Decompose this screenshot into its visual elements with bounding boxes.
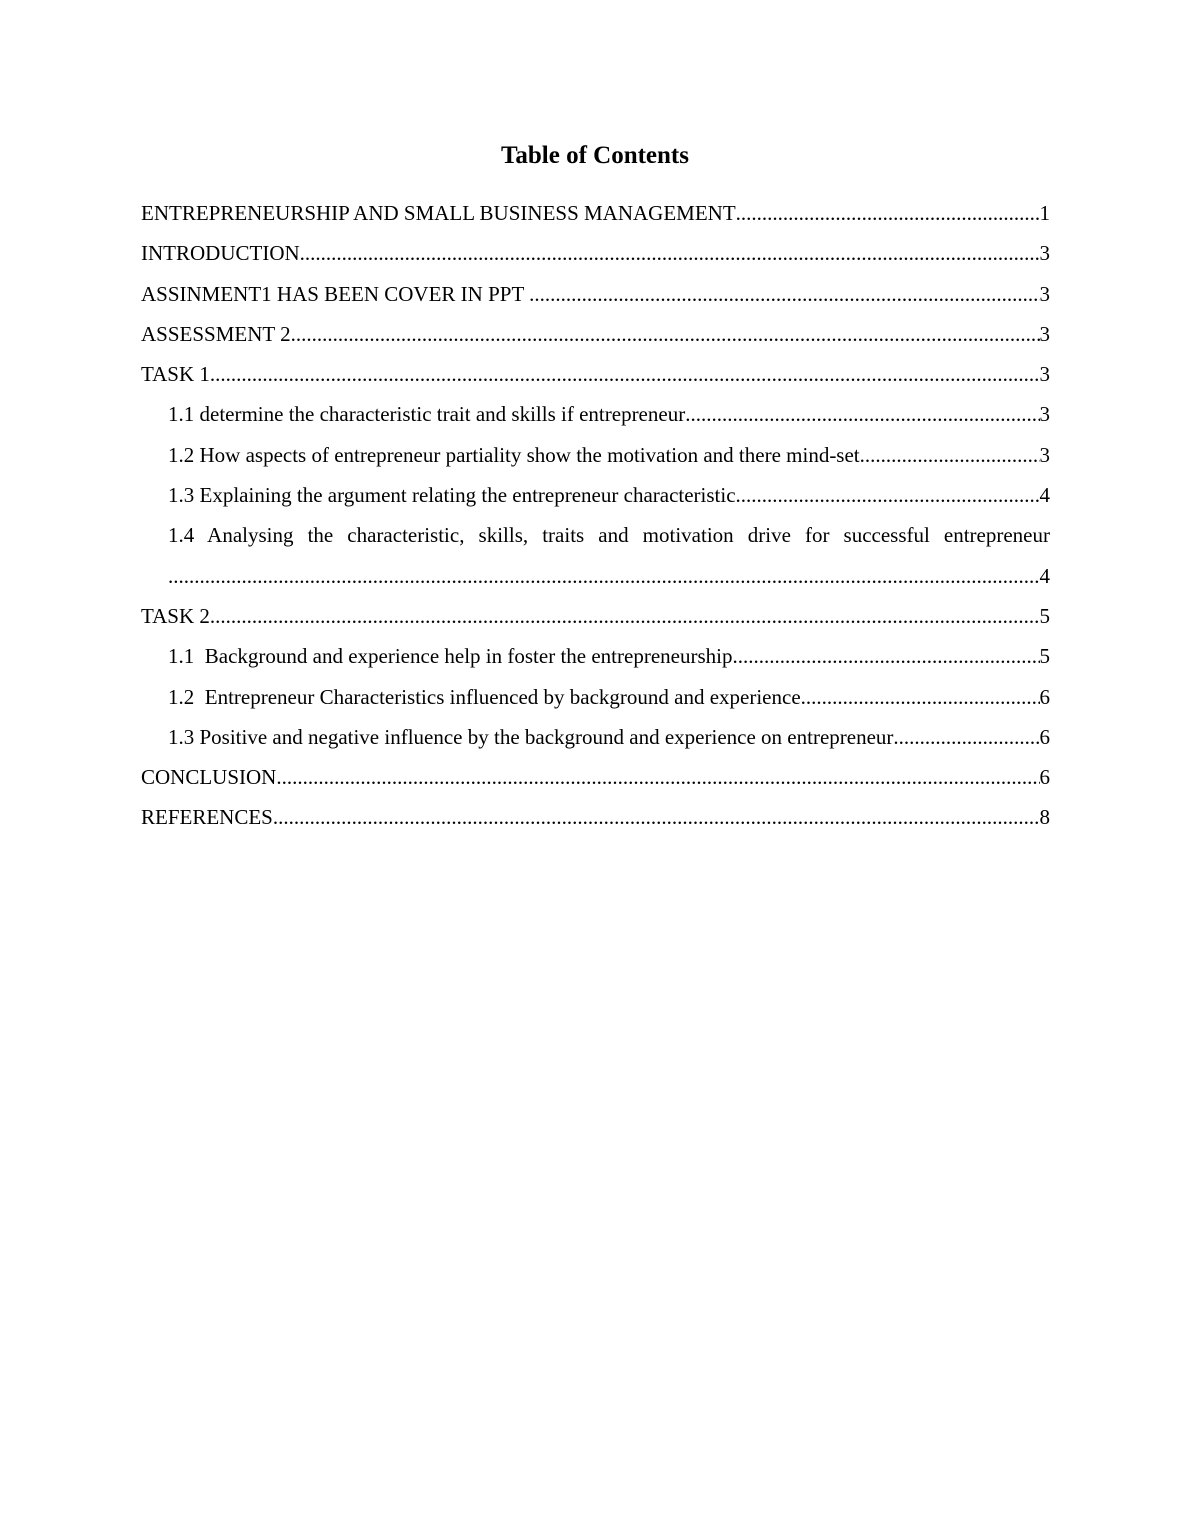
dot-leader bbox=[210, 354, 1040, 394]
toc-link-1-4-analysing[interactable] bbox=[168, 515, 1050, 596]
toc-entry bbox=[141, 596, 1050, 636]
toc-page-number: 4 bbox=[1039, 483, 1050, 508]
dot-leader bbox=[273, 797, 1040, 837]
toc-entry-text: 1.3 Explaining the argument relating the entrepreneur characteristic bbox=[168, 483, 736, 508]
toc-link-entrepreneurship[interactable] bbox=[141, 193, 1050, 233]
toc-link-assessment-2[interactable] bbox=[141, 314, 1050, 354]
toc-entry-text: 1.3 Positive and negative influence by the background and experience on entrepreneur bbox=[168, 724, 894, 749]
toc-link-1-1-characteristic-trait[interactable] bbox=[168, 394, 1050, 434]
dot-leader bbox=[732, 636, 1039, 676]
toc-page-number: 6 bbox=[1039, 724, 1050, 749]
toc-entry-text: 1.1 Background and experience help in foster the entrepreneurship bbox=[168, 644, 733, 669]
toc-page-number: 3 bbox=[1039, 402, 1050, 427]
toc-link-task-2[interactable] bbox=[141, 596, 1050, 636]
toc-entry-text: 1.2 How aspects of entrepreneur partiality show the motivation and there mind-set bbox=[168, 442, 860, 467]
toc-link-conclusion[interactable] bbox=[141, 757, 1050, 797]
dot-leader bbox=[210, 596, 1040, 636]
toc-link-assinment1[interactable] bbox=[141, 274, 1050, 314]
toc-page-number: 3 bbox=[1039, 442, 1050, 467]
toc-list bbox=[141, 193, 1050, 838]
toc-entry bbox=[141, 797, 1050, 837]
toc-entry-text: 1.4 Analysing the characteristic, skills, traits and motivation drive for successful entrepreneur bbox=[168, 523, 1050, 548]
dot-leader bbox=[529, 274, 1039, 314]
toc-title: Table of Contents bbox=[501, 142, 689, 169]
toc-entry-text: CONCLUSION bbox=[141, 765, 277, 790]
toc-entry bbox=[141, 475, 1050, 515]
toc-page-number: 5 bbox=[1039, 603, 1050, 628]
dot-leader bbox=[168, 556, 1040, 596]
toc-entry-text: REFERENCES bbox=[141, 805, 273, 830]
toc-page-number: 8 bbox=[1039, 805, 1050, 830]
toc-entry-text: 1.2 Entrepreneur Characteristics influenced by background and experience bbox=[168, 684, 801, 709]
toc-entry bbox=[141, 636, 1050, 676]
toc-page-number: 3 bbox=[1039, 281, 1050, 306]
dot-leader bbox=[893, 717, 1039, 757]
toc-entry-text: TASK 1 bbox=[141, 362, 210, 387]
toc-entry bbox=[141, 435, 1050, 475]
toc-link-1-3-positive-negative[interactable] bbox=[168, 717, 1050, 757]
dot-leader bbox=[860, 435, 1040, 475]
toc-entry bbox=[141, 717, 1050, 757]
toc-entry-text: TASK 2 bbox=[141, 603, 210, 628]
dot-leader bbox=[300, 233, 1040, 273]
toc-entry-text: ASSINMENT1 HAS BEEN COVER IN PPT bbox=[141, 281, 530, 306]
toc-entry bbox=[141, 394, 1050, 434]
toc-link-1-1-background-experience[interactable] bbox=[168, 636, 1050, 676]
dot-leader bbox=[291, 314, 1040, 354]
toc-entry bbox=[141, 193, 1050, 233]
toc-entry bbox=[141, 757, 1050, 797]
toc-page-number: 3 bbox=[1039, 321, 1050, 346]
toc-link-1-2-aspects-partiality[interactable] bbox=[168, 435, 1050, 475]
toc-page-number: 4 bbox=[1039, 563, 1050, 588]
toc-page-number: 6 bbox=[1039, 765, 1050, 790]
toc-entry bbox=[141, 677, 1050, 717]
toc-page-number: 3 bbox=[1039, 241, 1050, 266]
dot-leader bbox=[736, 193, 1040, 233]
toc-link-references[interactable] bbox=[141, 797, 1050, 837]
dot-leader bbox=[801, 677, 1040, 717]
toc-entry-text: INTRODUCTION bbox=[141, 241, 300, 266]
toc-page-number: 6 bbox=[1039, 684, 1050, 709]
toc-link-introduction[interactable] bbox=[141, 233, 1050, 273]
toc-entry-text: ENTREPRENEURSHIP AND SMALL BUSINESS MANAGEMENT bbox=[141, 201, 736, 225]
dot-leader bbox=[736, 475, 1040, 515]
toc-entry bbox=[141, 314, 1050, 354]
toc-link-1-3-explaining-argument[interactable] bbox=[168, 475, 1050, 515]
toc-page-number: 5 bbox=[1039, 644, 1050, 669]
toc-link-1-2-characteristics-influenced[interactable] bbox=[168, 677, 1050, 717]
toc-link-task-1[interactable] bbox=[141, 354, 1050, 394]
toc-entry-continuation bbox=[168, 556, 1050, 596]
toc-entry bbox=[141, 354, 1050, 394]
toc-entry bbox=[141, 515, 1050, 596]
toc-page-number: 1 bbox=[1039, 201, 1050, 225]
toc-entry-text: ASSESSMENT 2 bbox=[141, 321, 291, 346]
toc-entry bbox=[141, 233, 1050, 273]
toc-entry bbox=[141, 274, 1050, 314]
dot-leader bbox=[276, 757, 1039, 797]
toc-entry-text: 1.1 determine the characteristic trait and skills if entrepreneur bbox=[168, 402, 686, 427]
toc-page-number: 3 bbox=[1039, 362, 1050, 387]
dot-leader bbox=[685, 394, 1039, 434]
